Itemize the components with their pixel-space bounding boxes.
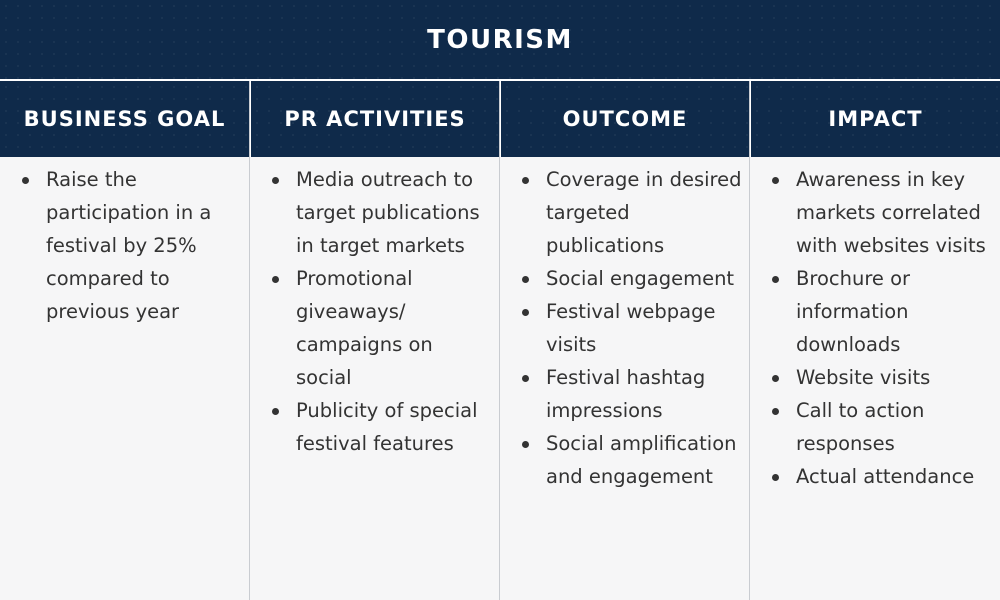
list-item: Raise the participation in a festival by 25% compared to previous year [46,163,243,328]
bullet-icon [772,375,779,382]
bullet-icon [772,177,779,184]
column-heading: OUTCOME [500,81,749,157]
list-item: Publicity of special festival features [296,394,493,460]
bullet-icon [772,474,779,481]
bullet-icon [522,177,529,184]
list-item: Actual attendance [796,460,994,493]
list-item: Call to action responses [796,394,994,460]
list-item: Awareness in key markets correlated with websites visits [796,163,994,262]
column-impact [750,81,1000,600]
bullet-list [18,163,243,328]
bullet-icon [272,408,279,415]
column-body [0,157,249,600]
bullet-icon [272,177,279,184]
bullet-icon [522,309,529,316]
bullet-icon [772,276,779,283]
list-item: Coverage in desired targeted publications [546,163,743,262]
list-item: Social engagement [546,262,743,295]
column-body [500,157,749,600]
column-heading: PR ACTIVITIES [250,81,499,157]
bullet-icon [772,408,779,415]
list-item: Promotional giveaways/ campaigns on social [296,262,493,394]
list-item: Festival webpage visits [546,295,743,361]
bullet-list [768,163,994,493]
list-item: Festival hashtag impressions [546,361,743,427]
bullet-list [518,163,743,493]
bullet-list [268,163,493,460]
bullet-icon [522,276,529,283]
bullet-icon [522,441,529,448]
table-columns [0,81,1000,600]
bullet-icon [22,177,29,184]
column-outcome [500,81,750,600]
list-item: Brochure or information downloads [796,262,994,361]
column-heading: BUSINESS GOAL [0,81,249,157]
bullet-icon [522,375,529,382]
list-item: Website visits [796,361,994,394]
list-item: Social amplification and engagement [546,427,743,493]
column-heading: IMPACT [750,81,1000,157]
column-business-goal [0,81,250,600]
column-body [750,157,1000,600]
table-title: TOURISM [0,0,1000,80]
column-body [250,157,499,600]
column-pr-activities [250,81,500,600]
list-item: Media outreach to target publications in target markets [296,163,493,262]
bullet-icon [272,276,279,283]
